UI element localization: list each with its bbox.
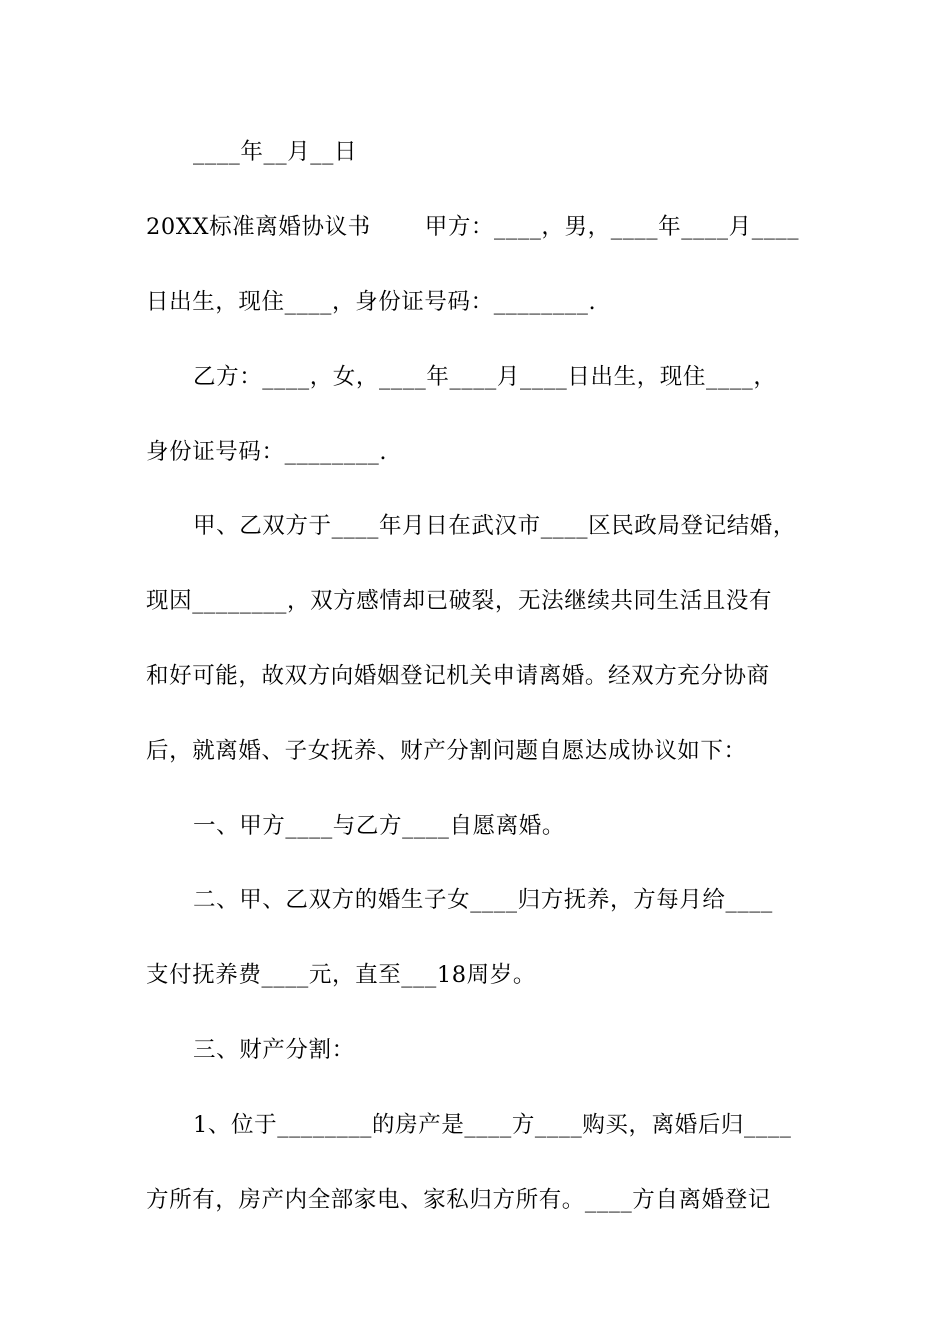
clause-2-line-2: 支付抚养费____元，直至___18周岁。: [146, 962, 536, 988]
paragraph-line: 和好可能，故双方向婚姻登记机关申请离婚。经双方充分协商: [146, 663, 770, 689]
clause-3-item-1-line: 1、位于________的房产是____方____购买，离婚后归____: [193, 1112, 792, 1138]
party-a-line-2: 日出生，现住____，身份证号码：________.: [146, 289, 597, 315]
clause-1-line: 一、甲方____与乙方____自愿离婚。: [193, 813, 566, 839]
party-b-line: 乙方：____，女，____年____月____日出生，现住____，: [193, 364, 777, 390]
paragraph-line: 后，就离婚、子女抚养、财产分割问题自愿达成协议如下：: [146, 738, 747, 764]
clause-3-item-1-line-2: 方所有，房产内全部家电、家私归方所有。____方自离婚登记: [146, 1187, 771, 1213]
date-line: ____年__月__日: [193, 139, 358, 165]
paragraph-line: 现因________，双方感情却已破裂，无法继续共同生活且没有: [146, 588, 773, 614]
party-b-line-2: 身份证号码：________.: [146, 439, 388, 465]
clause-2-line: 二、甲、乙双方的婚生子女____归方抚养，方每月给____: [193, 887, 773, 913]
title-and-party-a-line: 20XX标准离婚协议书 甲方：____，男，____年____月____: [146, 214, 800, 240]
paragraph-line: 甲、乙双方于____年月日在武汉市____区民政局登记结婚，: [193, 513, 797, 539]
clause-3-heading: 三、财产分割：: [193, 1037, 355, 1063]
